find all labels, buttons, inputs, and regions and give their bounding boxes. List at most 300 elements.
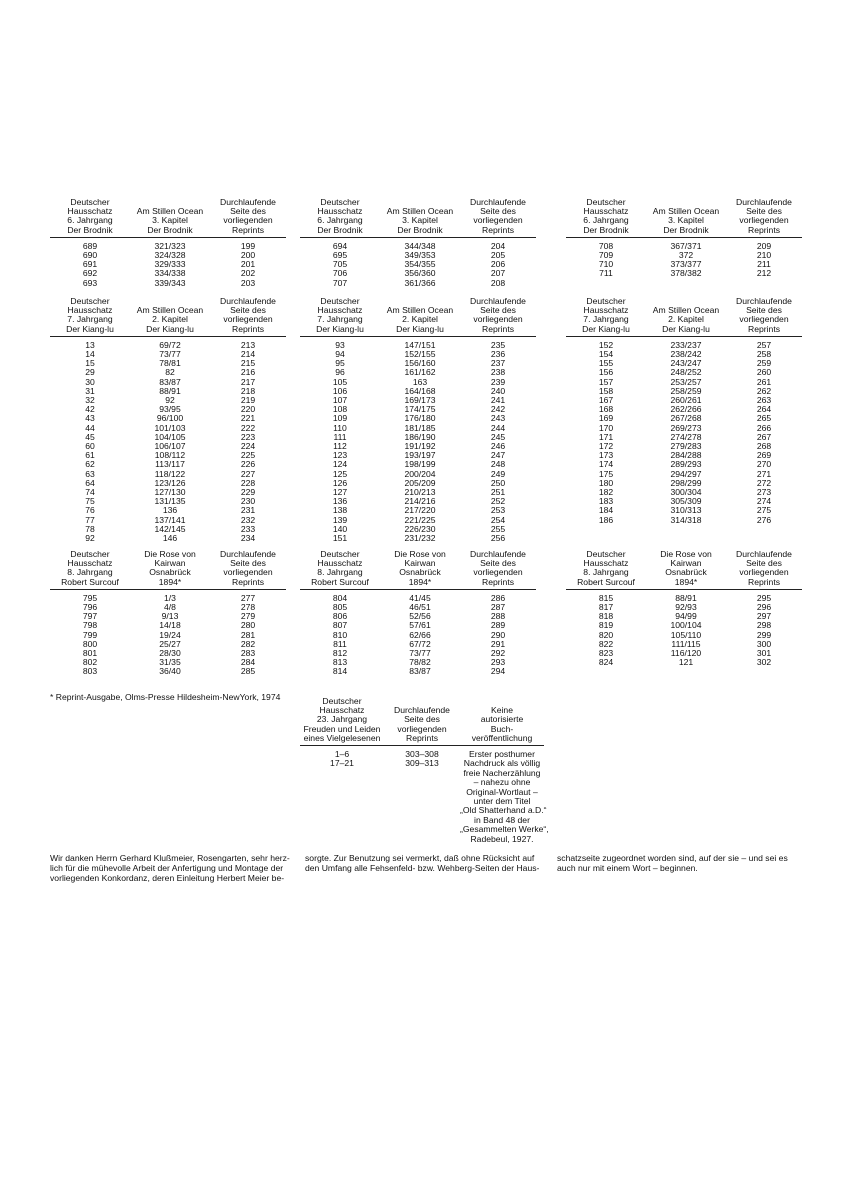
table-cell: 200/204 [404, 468, 436, 479]
table-cell: 109 [332, 413, 348, 424]
table-cell: 142/145 [154, 523, 186, 534]
table-cell: 14/18 [159, 620, 181, 631]
table-cell: 88/91 [159, 385, 181, 396]
table-cell: 94 [335, 349, 345, 360]
table-cell: 231 [240, 505, 256, 516]
table-cell: 111 [333, 431, 347, 442]
table-cell: 94/99 [675, 611, 697, 622]
column-header: Deutscher Hausschatz 7. Jahrgang Der Kiang-lu [582, 296, 630, 334]
column-header: Keine autorisierte Buch- veröffentlichung [471, 705, 533, 743]
table-cell: 268 [756, 441, 772, 452]
header-rule [300, 589, 536, 590]
table-cell: 228 [240, 477, 256, 488]
table-cell: 169 [598, 413, 614, 424]
table-header [300, 198, 536, 235]
note-text: Erster posthumer Nachdruck als völlig freie Nacherzählung – nahezu ohne Original-Wortlaut – unter dem Titel „Old Shatterhand a.D.“ in Band 48 der „Gesammelten Werke“, Radebeul, 1927. [460, 749, 549, 844]
table-cell: 62/66 [409, 629, 431, 640]
table-cell: 820 [598, 629, 614, 640]
table-cell: 226/230 [404, 523, 436, 534]
table-cell: 123/126 [154, 477, 186, 488]
table-cell: 309–313 [405, 758, 439, 769]
table-cell: 207 [490, 268, 506, 279]
header-rule [300, 336, 536, 337]
column-header: Durchlaufende Seite des vorliegenden Reprints [736, 197, 792, 235]
table-row [50, 534, 286, 543]
table-cell: 265 [756, 413, 772, 424]
table-cell: 300/304 [670, 487, 702, 498]
column-header: Am Stillen Ocean 3. Kapitel Der Brodnik [652, 206, 720, 235]
column-header: Durchlaufende Seite des vorliegenden Reprints [736, 549, 792, 587]
table-cell: 161/162 [404, 367, 436, 378]
table-cell: 800 [82, 638, 98, 649]
table-cell: 205/209 [404, 477, 436, 488]
column-header: Am Stillen Ocean 3. Kapitel Der Brodnik [386, 206, 454, 235]
table-header [300, 297, 536, 334]
table-cell: 93/95 [159, 404, 181, 415]
column-header: Die Rose von Kairwan Osnabrück 1894* [660, 549, 712, 587]
header-rule [300, 745, 544, 746]
column-header: Durchlaufende Seite des vorliegenden Reprints [470, 549, 526, 587]
table-header [566, 550, 802, 587]
table-cell: 361/366 [404, 277, 436, 288]
table-cell: 287 [490, 602, 506, 613]
table-cell: 224 [240, 441, 256, 452]
acknowledgement-col3: schatzseite zugeordnet worden sind, auf der sie – und sei es auch nur mit einem Wort – beginnen. [557, 853, 788, 873]
table-cell: 244 [490, 422, 506, 433]
table-cell: 230 [240, 496, 256, 507]
table-cell: 280 [240, 620, 256, 631]
table-cell: 104/105 [154, 431, 186, 442]
table-cell: 42 [85, 404, 95, 415]
table-cell: 223 [240, 431, 256, 442]
table-cell: 255 [490, 523, 506, 534]
table-cell: 101/103 [154, 422, 186, 433]
table-cell: 291 [490, 638, 506, 649]
header-rule [566, 237, 802, 238]
table-cell: 711 [599, 268, 613, 279]
table-row [566, 658, 802, 667]
column-header: Deutscher Hausschatz 6. Jahrgang Der Brodnik [583, 197, 629, 235]
table-cell: 803 [82, 666, 98, 677]
table-header [50, 297, 286, 334]
table-cell: 243 [490, 413, 506, 424]
table-cell: 269 [756, 450, 772, 461]
table-cell: 106/107 [154, 441, 186, 452]
table-cell: 152 [598, 339, 614, 350]
table-cell: 209 [756, 240, 772, 251]
table-row [300, 667, 536, 676]
table-cell: 692 [82, 268, 98, 279]
table-cell: 292 [490, 648, 506, 659]
table-cell: 163 [412, 376, 428, 387]
table-cell: 112 [333, 441, 347, 452]
table-cell: 36/40 [159, 666, 181, 677]
acknowledgement-col2: sorgte. Zur Benutzung sei vermerkt, daß ohne Rücksicht auf den Umfang alle Fehsenfeld- bzw. Wehberg-Seiten der Haus- [305, 853, 540, 873]
table-cell: 222 [240, 422, 256, 433]
table-cell: 78 [85, 523, 95, 534]
table-cell: 277 [240, 592, 256, 603]
table-cell: 273 [756, 487, 772, 498]
table-cell: 258 [756, 349, 772, 360]
table-cell: 234 [240, 533, 256, 544]
column-header: Durchlaufende Seite des vorliegenden Reprints [736, 296, 792, 334]
table-cell: 118/122 [154, 468, 186, 479]
table-cell: 154 [598, 349, 614, 360]
table-cell: 262/266 [670, 404, 702, 415]
table-cell: 231/232 [404, 533, 436, 544]
table-cell: 4/8 [164, 602, 176, 613]
table-cell: 804 [332, 592, 348, 603]
table-8-jahrgang-a [50, 550, 286, 677]
table-cell: 210 [756, 250, 772, 261]
table-cell: 213 [240, 339, 256, 350]
column-header: Die Rose von Kairwan Osnabrück 1894* [144, 549, 196, 587]
table-6-jahrgang-b [300, 198, 536, 288]
table-cell: 83/87 [409, 666, 431, 677]
table-cell: 64 [85, 477, 95, 488]
table-cell: 274/278 [670, 431, 702, 442]
table-cell: 279 [240, 611, 256, 622]
table-cell: 19/24 [159, 629, 181, 640]
table-cell: 9/13 [161, 611, 179, 622]
table-cell: 110 [333, 422, 347, 433]
column-header: Durchlaufende Seite des vorliegenden Reprints [470, 296, 526, 334]
table-cell: 214/216 [404, 496, 436, 507]
table-cell: 96/100 [156, 413, 184, 424]
table-cell: 237 [490, 358, 506, 369]
table-cell: 264 [756, 404, 772, 415]
table-header [50, 550, 286, 587]
column-header: Durchlaufende Seite des vorliegenden Reprints [470, 197, 526, 235]
table-cell: 695 [332, 250, 348, 261]
table-cell: 225 [240, 450, 256, 461]
table-row [300, 534, 536, 543]
table-cell: 298 [756, 620, 772, 631]
table-cell: 235 [490, 339, 506, 350]
table-cell: 705 [332, 259, 348, 270]
table-cell: 710 [598, 259, 614, 270]
table-cell: 1/3 [164, 592, 176, 603]
table-cell: 108 [332, 404, 348, 415]
table-cell: 218 [240, 385, 256, 396]
table-cell: 378/382 [670, 268, 702, 279]
column-header: Am Stillen Ocean 3. Kapitel Der Brodnik [136, 206, 204, 235]
table-cell: 261 [756, 376, 772, 387]
table-cell: 251 [490, 487, 506, 498]
table-cell: 229 [240, 487, 256, 498]
table-cell: 260/261 [670, 395, 702, 406]
table-cell: 1–6 [334, 749, 350, 760]
table-cell: 193/197 [404, 450, 436, 461]
table-cell: 13 [85, 339, 95, 350]
table-cell: 211 [757, 259, 771, 270]
table-cell: 204 [490, 240, 506, 251]
table-cell: 191/192 [404, 441, 436, 452]
table-row [50, 667, 286, 676]
table-cell: 206 [490, 259, 506, 270]
table-cell: 95 [335, 358, 345, 369]
column-header: Am Stillen Ocean 2. Kapitel Der Kiang-lu [386, 305, 454, 334]
table-cell: 302 [756, 657, 772, 668]
table-cell: 45 [85, 431, 95, 442]
table-cell: 136 [162, 505, 178, 516]
table-cell: 113/117 [155, 459, 185, 470]
table-cell: 121 [678, 657, 694, 668]
table-cell: 253 [490, 505, 506, 516]
table-cell: 822 [598, 638, 614, 649]
table-cell: 239 [490, 376, 506, 387]
table-cell: 321/323 [154, 240, 186, 251]
table-cell: 52/56 [409, 611, 431, 622]
table-cell: 168 [598, 404, 614, 415]
table-cell: 823 [598, 648, 614, 659]
table-cell: 181/185 [404, 422, 436, 433]
table-cell: 31 [85, 385, 95, 396]
table-header [300, 697, 544, 743]
table-cell: 77 [85, 514, 95, 525]
table-cell: 124 [332, 459, 348, 470]
table-cell: 57/61 [409, 620, 431, 631]
column-header: Am Stillen Ocean 2. Kapitel Der Kiang-lu [652, 305, 720, 334]
table-cell: 92/93 [675, 602, 697, 613]
table-cell: 111/115 [671, 638, 701, 649]
table-cell: 184 [598, 505, 614, 516]
table-cell: 272 [756, 477, 772, 488]
table-cell: 106 [332, 385, 348, 396]
table-cell: 694 [332, 240, 348, 251]
table-cell: 174/175 [404, 404, 436, 415]
table-cell: 802 [82, 657, 98, 668]
table-cell: 334/338 [154, 268, 186, 279]
column-header: Durchlaufende Seite des vorliegenden Reprints [220, 296, 276, 334]
table-cell: 367/371 [670, 240, 702, 251]
table-cell: 125 [332, 468, 348, 479]
table-header [566, 198, 802, 235]
table-cell: 263 [756, 395, 772, 406]
table-cell: 43 [85, 413, 95, 424]
table-cell: 284 [240, 657, 256, 668]
table-cell: 300 [756, 638, 772, 649]
table-cell: 372 [678, 250, 694, 261]
table-cell: 270 [756, 459, 772, 470]
table-cell: 805 [332, 602, 348, 613]
table-cell: 219 [240, 395, 256, 406]
table-cell: 354/355 [404, 259, 436, 270]
table-cell: 690 [82, 250, 98, 261]
table-cell: 15 [85, 358, 95, 369]
table-cell: 217 [240, 376, 256, 387]
table-cell: 238 [490, 367, 506, 378]
table-cell: 290 [490, 629, 506, 640]
column-header: Deutscher Hausschatz 8. Jahrgang Robert Surcouf [61, 549, 119, 587]
table-cell: 293 [490, 657, 506, 668]
column-header: Deutscher Hausschatz 6. Jahrgang Der Brodnik [67, 197, 113, 235]
table-cell: 253/257 [670, 376, 702, 387]
table-header [50, 198, 286, 235]
table-cell: 44 [85, 422, 95, 433]
table-cell: 186 [598, 514, 614, 525]
table-cell: 123 [332, 450, 348, 461]
table-cell: 708 [598, 240, 614, 251]
column-header: Durchlaufende Seite des vorliegenden Reprints [394, 705, 450, 743]
table-23-jahrgang [300, 696, 549, 844]
table-cell: 152/155 [404, 349, 436, 360]
table-cell: 286 [490, 592, 506, 603]
table-cell: 158 [598, 385, 614, 396]
table-cell: 92 [165, 395, 175, 406]
table-cell: 349/353 [404, 250, 436, 261]
table-cell: 169/173 [404, 395, 436, 406]
table-cell: 78/81 [159, 358, 181, 369]
table-cell: 282 [240, 638, 256, 649]
table-cell: 147/151 [404, 339, 436, 350]
table-cell: 126 [332, 477, 348, 488]
table-cell: 199 [240, 240, 256, 251]
table-cell: 127/130 [154, 487, 186, 498]
table-cell: 298/299 [670, 477, 702, 488]
table-cell: 799 [82, 629, 98, 640]
table-cell: 797 [82, 611, 98, 622]
table-cell: 92 [85, 533, 95, 544]
table-cell: 75 [85, 496, 95, 507]
table-cell: 29 [85, 367, 95, 378]
table-cell: 252 [490, 496, 506, 507]
header-rule [566, 336, 802, 337]
table-cell: 210/213 [404, 487, 436, 498]
table-cell: 105 [332, 376, 348, 387]
table-cell: 373/377 [670, 259, 702, 270]
table-cell: 242 [490, 404, 506, 415]
table-cell: 276 [756, 514, 772, 525]
table-cell: 269/273 [670, 422, 702, 433]
table-cell: 201 [240, 259, 256, 270]
table-cell: 176/180 [404, 413, 436, 424]
table-row [300, 279, 536, 288]
table-cell: 818 [598, 611, 614, 622]
table-cell: 46/51 [409, 602, 431, 613]
table-cell: 157 [598, 376, 614, 387]
table-cell: 107 [332, 395, 348, 406]
table-cell: 817 [598, 602, 614, 613]
table-cell: 137/141 [154, 514, 186, 525]
header-rule [566, 589, 802, 590]
table-cell: 303–308 [405, 749, 439, 760]
column-header: Durchlaufende Seite des vorliegenden Reprints [220, 197, 276, 235]
column-header: Durchlaufende Seite des vorliegenden Reprints [220, 549, 276, 587]
table-cell: 60 [85, 441, 95, 452]
table-cell: 329/333 [154, 259, 186, 270]
column-header: Deutscher Hausschatz 7. Jahrgang Der Kiang-lu [66, 296, 114, 334]
table-cell: 266 [756, 422, 772, 433]
table-cell: 301 [756, 648, 772, 659]
table-cell: 41/45 [409, 592, 431, 603]
table-cell: 274 [756, 496, 772, 507]
column-header: Deutscher Hausschatz 8. Jahrgang Robert Surcouf [311, 549, 369, 587]
table-cell: 267 [756, 431, 772, 442]
table-cell: 279/283 [670, 441, 702, 452]
table-cell: 88/91 [675, 592, 697, 603]
table-cell: 356/360 [404, 268, 436, 279]
column-header: Deutscher Hausschatz 6. Jahrgang Der Brodnik [317, 197, 363, 235]
table-cell: 31/35 [159, 657, 181, 668]
table-cell: 796 [82, 602, 98, 613]
header-rule [50, 237, 286, 238]
table-cell: 813 [332, 657, 348, 668]
header-rule [50, 589, 286, 590]
table-cell: 258/259 [670, 385, 702, 396]
table-cell: 182 [598, 487, 614, 498]
table-cell: 172 [598, 441, 614, 452]
table-cell: 814 [332, 666, 348, 677]
table-cell: 238/242 [670, 349, 702, 360]
table-cell: 233 [240, 523, 256, 534]
table-cell: 240 [490, 385, 506, 396]
table-cell: 243/247 [670, 358, 702, 369]
table-cell: 108/112 [154, 450, 186, 461]
table-cell: 74 [85, 487, 95, 498]
table-cell: 174 [598, 459, 614, 470]
table-cell: 138 [332, 505, 348, 516]
table-8-jahrgang-b [300, 550, 536, 677]
table-cell: 294 [490, 666, 506, 677]
table-cell: 67/72 [409, 638, 431, 649]
table-cell: 691 [82, 259, 98, 270]
header-rule [50, 336, 286, 337]
table-cell: 339/343 [154, 277, 186, 288]
table-cell: 281 [240, 629, 256, 640]
table-cell: 32 [85, 395, 95, 406]
table-cell: 283 [240, 648, 256, 659]
table-cell: 221/225 [404, 514, 436, 525]
table-header [300, 550, 536, 587]
table-cell: 248/252 [670, 367, 702, 378]
table-cell: 221 [240, 413, 256, 424]
table-cell: 167 [598, 395, 614, 406]
table-cell: 344/348 [404, 240, 436, 251]
table-cell: 186/190 [404, 431, 436, 442]
table-cell: 278 [240, 602, 256, 613]
table-cell: 246 [490, 441, 506, 452]
table-cell: 82 [165, 367, 175, 378]
table-cell: 183 [598, 496, 614, 507]
table-cell: 260 [756, 367, 772, 378]
table-cell: 136 [332, 496, 348, 507]
table-cell: 131/135 [154, 496, 186, 507]
table-cell: 202 [240, 268, 256, 279]
table-7-jahrgang-a [50, 297, 286, 543]
column-header: Die Rose von Kairwan Osnabrück 1894* [394, 549, 446, 587]
column-header: Am Stillen Ocean 2. Kapitel Der Kiang-lu [136, 305, 204, 334]
table-cell: 285 [240, 666, 256, 677]
table-cell: 100/104 [670, 620, 702, 631]
table-cell: 208 [490, 277, 506, 288]
table-cell: 78/82 [409, 657, 431, 668]
table-cell: 289/293 [670, 459, 702, 470]
table-row [50, 279, 286, 288]
table-cell: 214 [240, 349, 256, 360]
table-cell: 709 [598, 250, 614, 261]
table-cell: 203 [240, 277, 256, 288]
table-header [566, 297, 802, 334]
table-cell: 324/328 [154, 250, 186, 261]
table-cell: 28/30 [159, 648, 181, 659]
table-cell: 171 [598, 431, 614, 442]
table-cell: 254 [490, 514, 506, 525]
table-cell: 284/288 [670, 450, 702, 461]
table-cell: 295 [756, 592, 772, 603]
table-cell: 267/268 [670, 413, 702, 424]
table-cell: 140 [332, 523, 348, 534]
